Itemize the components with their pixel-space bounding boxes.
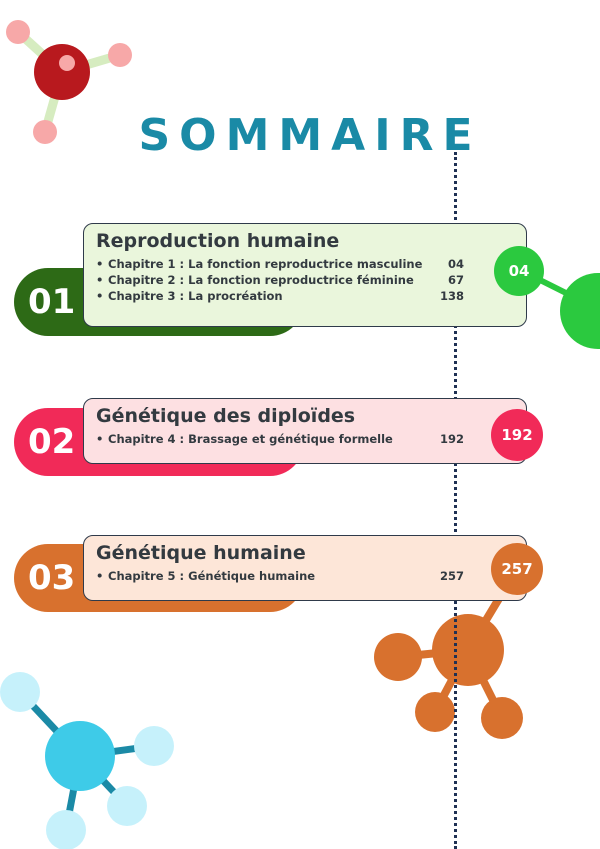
chapter-label: Chapitre 5 : Génétique humaine xyxy=(108,569,316,583)
chapter-item[interactable] xyxy=(96,288,514,304)
section-2-heading: Génétique des diploïdes xyxy=(96,405,356,427)
chapter-page: 04 xyxy=(447,257,464,271)
section-3-chapter-list xyxy=(96,568,514,584)
chapter-item[interactable] xyxy=(96,256,514,272)
section-3-card xyxy=(83,535,527,601)
chapter-item[interactable] xyxy=(96,431,514,447)
blue-molecule-icon xyxy=(0,672,174,849)
section-3-heading: Génétique humaine xyxy=(96,542,306,564)
section-1-chapter-list xyxy=(96,256,514,304)
section-1-card xyxy=(83,223,527,327)
section-2-chapter-list xyxy=(96,431,514,447)
chapter-label: Chapitre 3 : La procréation xyxy=(108,289,283,303)
orange-molecule-icon xyxy=(374,577,523,739)
chapter-page: 257 xyxy=(439,569,464,583)
chapter-page: 138 xyxy=(439,289,464,303)
section-1-number: 01 xyxy=(28,282,76,322)
chapter-item[interactable] xyxy=(96,272,514,288)
page-title: SOMMAIRE xyxy=(138,110,482,161)
section-2-card xyxy=(83,398,527,464)
chapter-page: 192 xyxy=(439,432,464,446)
section-2-page-badge: 192 xyxy=(491,409,543,461)
section-3-page-badge: 257 xyxy=(491,543,543,595)
chapter-label: Chapitre 1 : La fonction reproductrice masculine xyxy=(108,257,423,271)
chapter-page: 67 xyxy=(447,273,464,287)
chapter-item[interactable] xyxy=(96,568,514,584)
chapter-label: Chapitre 2 : La fonction reproductrice féminine xyxy=(108,273,414,287)
section-2-number: 02 xyxy=(28,422,76,462)
chapter-label: Chapitre 4 : Brassage et génétique formelle xyxy=(108,432,393,446)
section-1-heading: Reproduction humaine xyxy=(96,230,340,252)
section-1-page-badge: 04 xyxy=(494,246,544,296)
section-3-number: 03 xyxy=(28,558,76,598)
